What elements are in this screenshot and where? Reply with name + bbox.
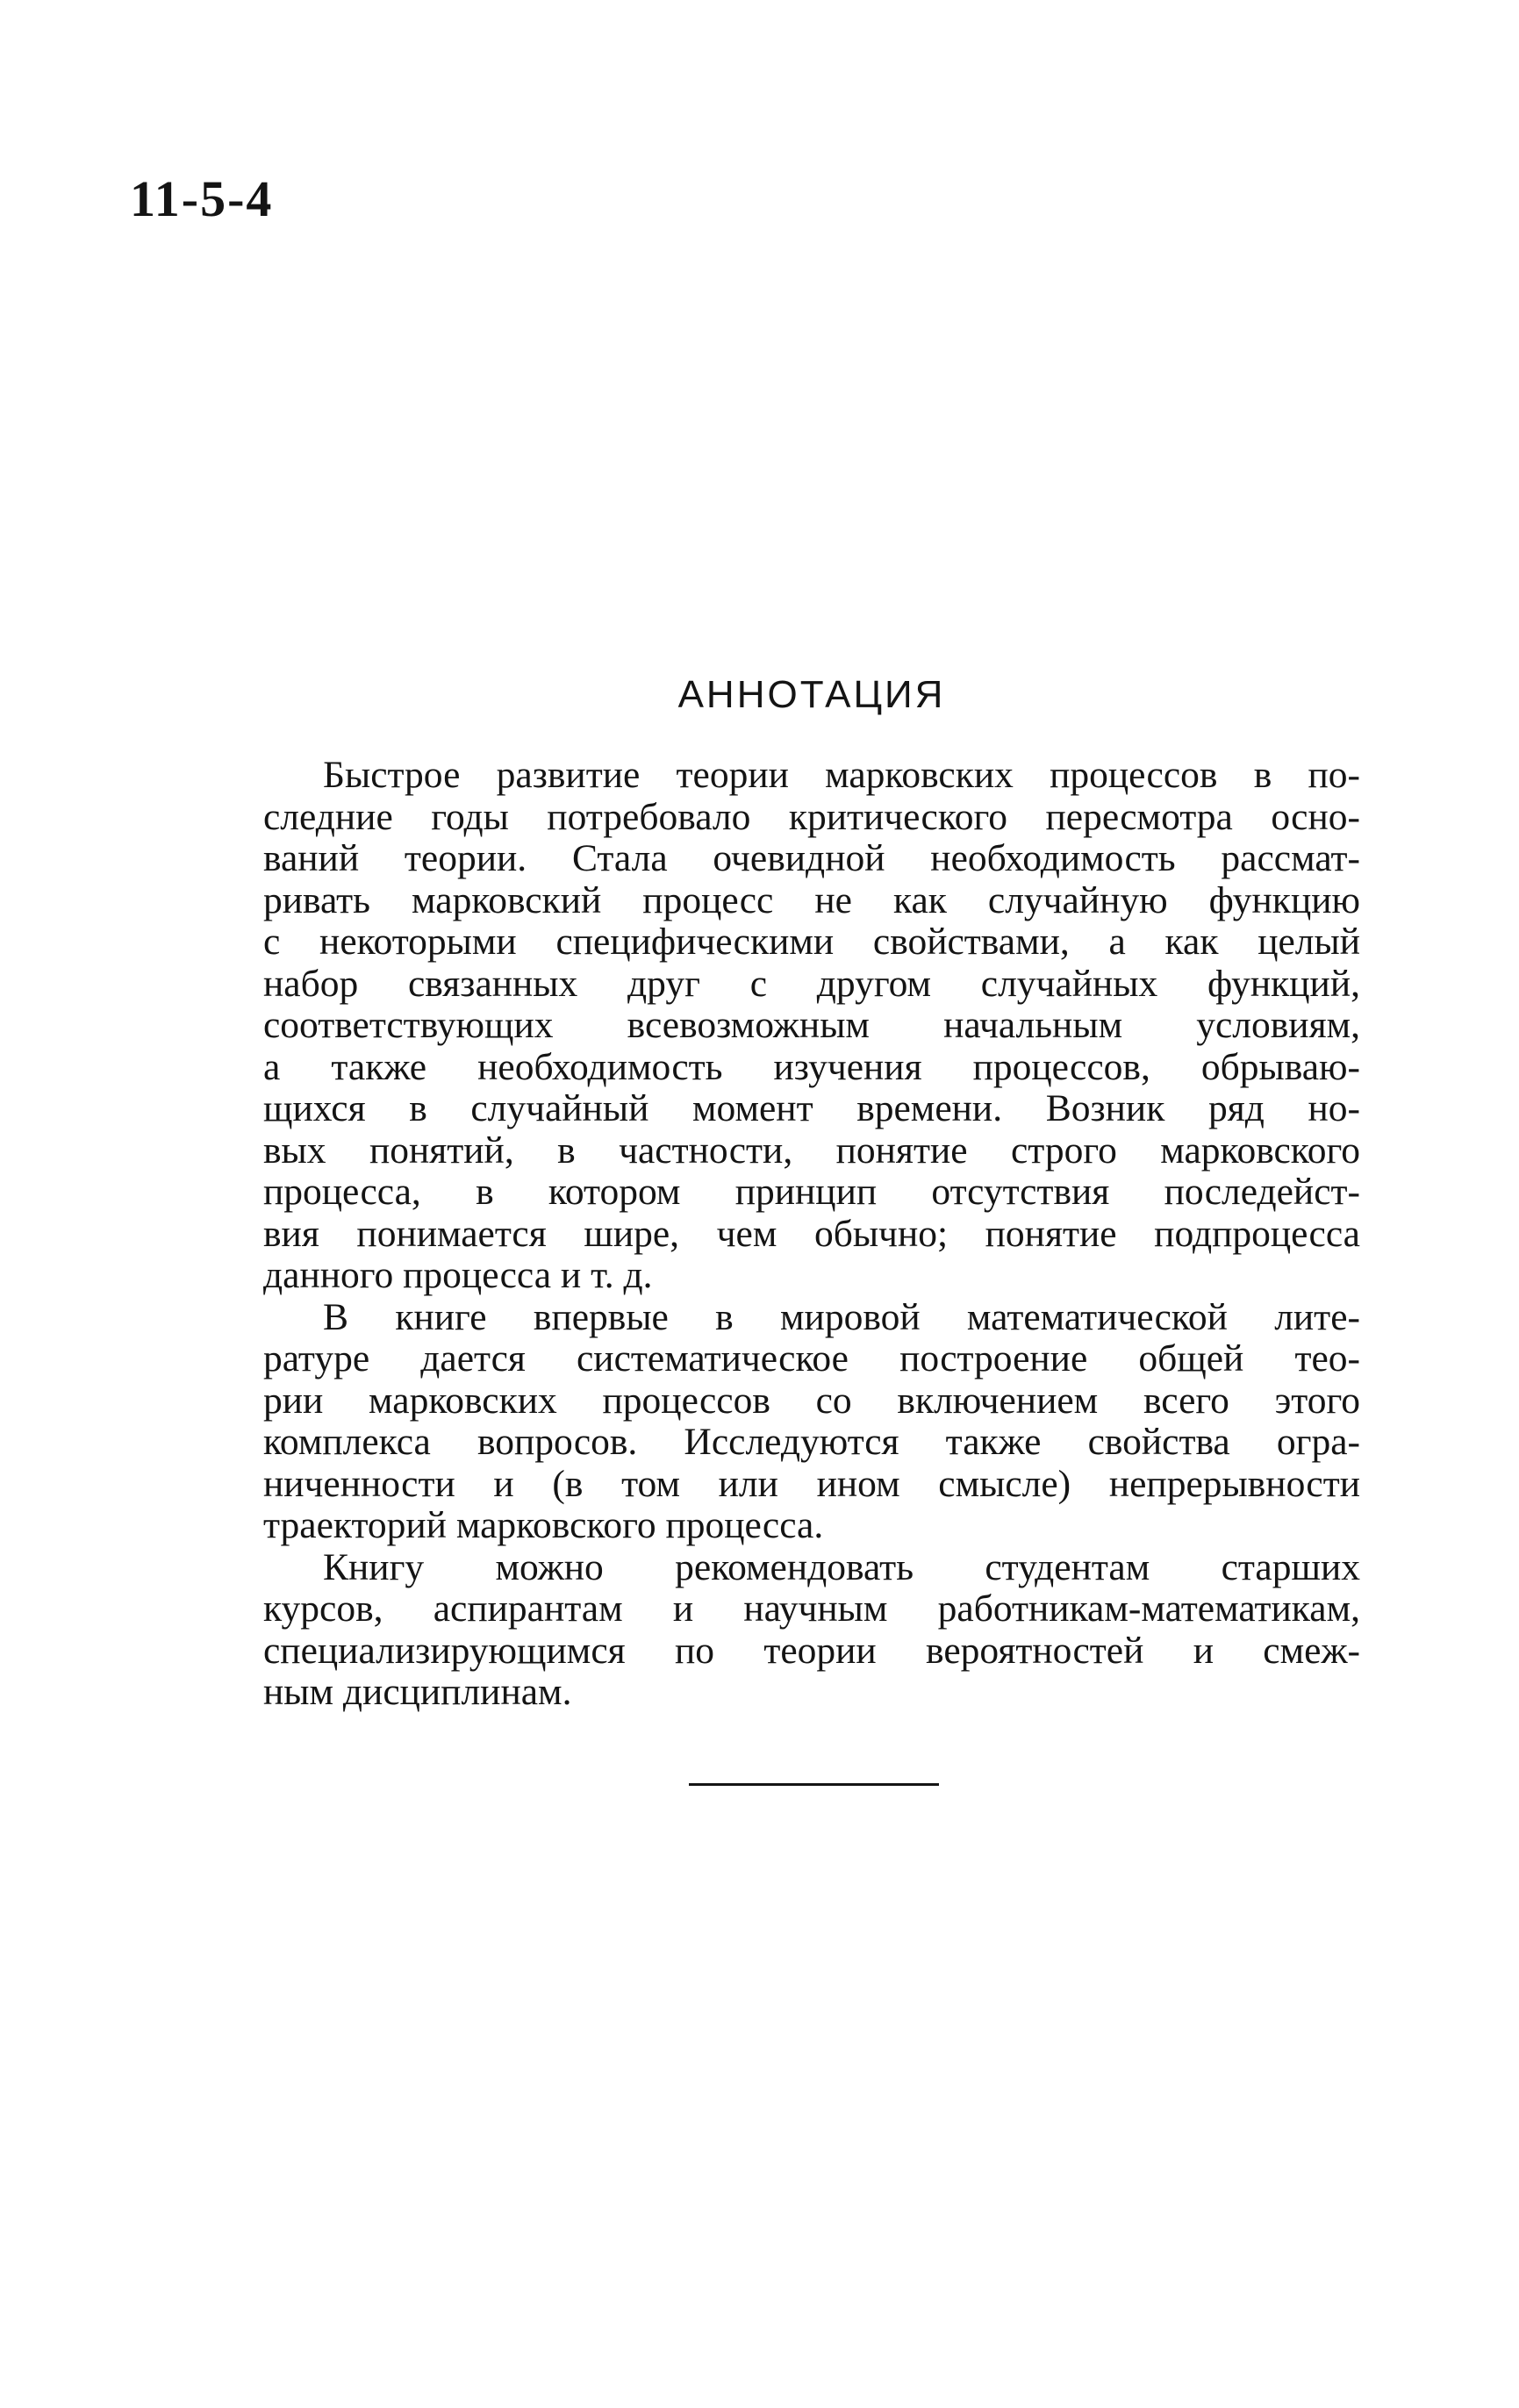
text-line: вия понимается шире, чем обычно; понятие подпроцесса <box>263 1212 1360 1255</box>
paragraph-1 <box>263 755 1360 1297</box>
text-line: специализирующимся по теории вероятностей и смеж- <box>263 1629 1360 1672</box>
text-line: соответствующих всевозможным начальным условиям, <box>263 1004 1360 1046</box>
page-title: АННОТАЦИЯ <box>677 673 946 716</box>
text-line: траекторий марковского процесса. <box>263 1504 824 1546</box>
annotation-text <box>263 755 1360 1714</box>
text-line: вых понятий, в частности, понятие строго марковского <box>263 1129 1360 1172</box>
text-line: с некоторыми специфическими свойствами, а как целый <box>263 921 1360 963</box>
paragraph-3 <box>263 1547 1360 1714</box>
text-line: процесса, в котором принцип отсутствия последейст- <box>263 1171 1360 1213</box>
text-line: ным дисциплинам. <box>263 1671 572 1713</box>
text-line: ваний теории. Стала очевидной необходимость рассмат- <box>263 837 1360 879</box>
text-line: набор связанных друг с другом случайных функций, <box>263 962 1360 1005</box>
text-line: В книге впервые в мировой математической лите- <box>323 1295 1360 1338</box>
text-line: щихся в случайный момент времени. Возник ряд но- <box>263 1087 1360 1129</box>
closing-rule <box>689 1783 939 1786</box>
text-line: следние годы потребовало критического пересмотра осно- <box>263 795 1360 838</box>
text-line: комплекса вопросов. Исследуются также свойства огра- <box>263 1421 1360 1463</box>
catalog-code: 11-5-4 <box>130 170 274 227</box>
text-line: ратуре дается систематическое построение общей тео- <box>263 1337 1360 1380</box>
text-line: ривать марковский процесс не как случайную функцию <box>263 878 1360 921</box>
text-line: данного процесса и т. д. <box>263 1254 653 1296</box>
text-line: Книгу можно рекомендовать студентам старших <box>323 1545 1360 1588</box>
text-line: рии марковских процессов со включением всего этого <box>263 1379 1360 1422</box>
text-line: ниченности и (в том или ином смысле) непрерывности <box>263 1462 1360 1505</box>
text-line: Быстрое развитие теории марковских процессов в по- <box>323 754 1360 796</box>
text-line: а также необходимость изучения процессов, обрываю- <box>263 1045 1360 1088</box>
text-line: курсов, аспирантам и научным работникам-математикам, <box>263 1587 1360 1630</box>
paragraph-2 <box>263 1297 1360 1547</box>
